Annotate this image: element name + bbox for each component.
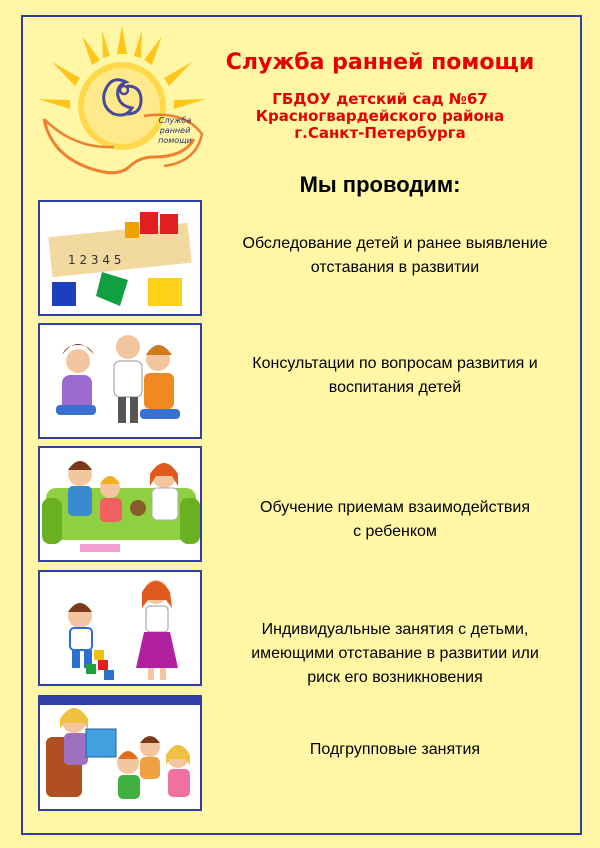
service-line: Подгрупповые занятия <box>309 741 481 758</box>
service-line: воспитания детей <box>328 379 462 396</box>
service-text-5 <box>210 738 580 762</box>
org-line: ГБДОУ детский сад №67 <box>272 90 488 108</box>
service-image-2 <box>38 323 202 439</box>
service-image-3 <box>38 446 202 562</box>
service-text-1 <box>210 232 580 280</box>
org-line: Красногвардейского района <box>255 107 505 125</box>
service-image-5 <box>38 695 202 811</box>
service-image-1 <box>38 200 202 316</box>
service-image-4 <box>38 570 202 686</box>
service-text-3 <box>210 496 580 544</box>
service-line: имеющими отставание в развитии или <box>251 645 539 662</box>
toys-icon <box>40 202 200 314</box>
service-line: Консультации по вопросам развития и <box>252 355 538 372</box>
service-line: Обучение приемам взаимодействия <box>260 499 530 516</box>
section-heading: Мы проводим: <box>299 172 461 197</box>
family-sofa-icon <box>40 448 200 560</box>
service-line: Индивидуальные занятия с детьми, <box>261 621 529 638</box>
logo-caption-line: Служба <box>158 116 192 125</box>
sun-hands-logo-icon <box>32 24 212 184</box>
consultation-icon <box>40 325 200 437</box>
service-line: отставания в развитии <box>310 259 480 276</box>
group-lesson-icon <box>40 697 200 809</box>
svg-text:1 2 3 4 5: 1 2 3 4 5 <box>68 253 122 267</box>
service-line: Обследование детей и ранее выявление <box>242 235 548 252</box>
teacher-child-icon <box>40 572 200 684</box>
logo-caption-line: помощи <box>158 136 192 145</box>
logo-caption-line: ранней <box>159 126 191 135</box>
service-line: риск его возникновения <box>307 669 483 686</box>
service-line: с ребенком <box>353 523 437 540</box>
page-title: Служба ранней помощи <box>225 50 535 75</box>
service-text-4 <box>210 618 580 690</box>
service-text-2 <box>210 352 580 400</box>
org-line: г.Санкт-Петербурга <box>294 124 466 142</box>
logo-caption <box>145 116 205 146</box>
organization-name <box>220 91 540 142</box>
